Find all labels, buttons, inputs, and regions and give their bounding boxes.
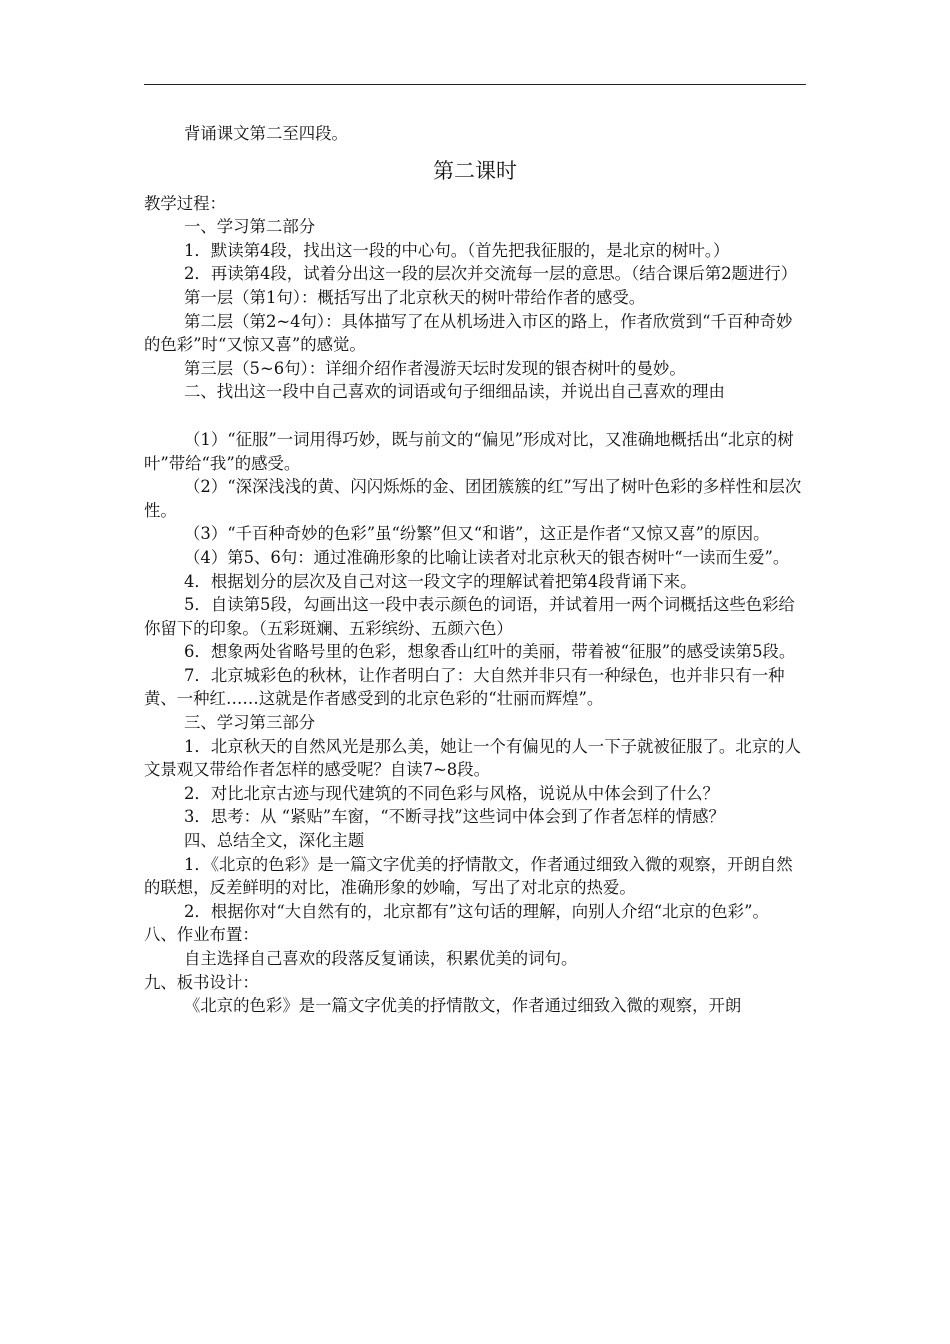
blank-line [144, 404, 806, 428]
paragraph: 2．再读第4段，试着分出这一段的层次并交流每一层的意思。（结合课后第2题进行） [184, 264, 798, 284]
paragraph: 1．默读第4段，找出这一段的中心句。（首先把我征服的，是北京的树叶。） [184, 240, 730, 260]
paragraph: （3）“千百种奇妙的色彩”虽“纷繁”但又“和谐”，这正是作者“又惊又喜”的原因。 [184, 524, 770, 544]
paragraph: 二、找出这一段中自己喜欢的词语或句子细细品读，并说出自己喜欢的理由 [184, 382, 725, 402]
paragraph: 四、总结全文，深化主题 [184, 831, 365, 851]
paragraph: 1．《北京的色彩》是一篇文字优美的抒情散文，作者通过细致入微的观察，开朗自然的联想，反差鲜明的对比，准确形象的妙喻，写出了对北京的热爱。 [144, 854, 793, 898]
header-rule [144, 84, 806, 85]
paragraph: 第三层（5~6句）：详细介绍作者漫游天坛时发现的银杏树叶的曼妙。 [184, 358, 686, 378]
paragraph: 一、学习第二部分 [184, 217, 316, 237]
paragraph: 三、学习第三部分 [184, 713, 316, 733]
document-body [144, 122, 806, 1018]
paragraph: （1）“征服”一词用得巧妙，既与前文的“偏见”形成对比，又准确地概括出“北京的树叶”带给“我”的感受。 [144, 429, 794, 473]
paragraph: （4）第5、6句：通过准确形象的比喻让读者对北京秋天的银杏树叶“一读而生爱”。 [184, 547, 790, 567]
paragraph: 2．根据你对“大自然有的，北京都有”这句话的理解，向别人介绍“北京的色彩”。 [184, 901, 769, 921]
paragraph: 八、作业布置： [144, 925, 259, 945]
paragraph: 7．北京城彩色的秋林，让作者明白了：大自然并非只有一种绿色，也并非只有一种黄、一种红……这就是作者感受到的北京色彩的“壮丽而辉煌”。 [144, 665, 785, 709]
paragraph: 第一层（第1句）：概括写出了北京秋天的树叶带给作者的感受。 [184, 287, 646, 307]
intro-line: 背诵课文第二至四段。 [184, 124, 348, 143]
paragraph: 教学过程： [144, 193, 226, 213]
paragraph: 6．想象两处省略号里的色彩，想象香山红叶的美丽，带着被“征服”的感受读第5段。 [184, 642, 796, 662]
paragraph: 九、板书设计： [144, 972, 259, 992]
paragraph: （2）“深深浅浅的黄、闪闪烁烁的金、团团簇簇的红”写出了树叶色彩的多样性和层次性。 [144, 477, 802, 520]
section-title: 第二课时 [433, 158, 517, 183]
paragraph: 《北京的色彩》是一篇文字优美的抒情散文，作者通过细致入微的观察，开朗 [184, 996, 742, 1016]
paragraph: 第二层（第2~4句）：具体描写了在从机场进入市区的路上，作者欣赏到“千百种奇妙的色彩”时“又惊又喜”的感觉。 [144, 311, 793, 355]
paragraph: 2．对比北京古迹与现代建筑的不同色彩与风格，说说从中体会到了什么？ [184, 783, 719, 803]
paragraph: 1．北京秋天的自然风光是那么美，她让一个有偏见的人一下子就被征服了。北京的人文景观又带给作者怎样的感受呢？自读7~8段。 [144, 736, 801, 780]
paragraph: 3．思考：从 “紧贴”车窗，“不断寻找”这些词中体会到了作者怎样的情感？ [184, 807, 725, 827]
paragraph-list [144, 192, 806, 1018]
paragraph: 自主选择自己喜欢的段落反复诵读，积累优美的词句。 [184, 949, 578, 968]
paragraph: 4．根据划分的层次及自己对这一段文字的理解试着把第4段背诵下来。 [184, 571, 697, 591]
paragraph: 5．自读第5段，勾画出这一段中表示颜色的词语，并试着用一两个词概括这些色彩给你留下的印象。（五彩斑斓、五彩缤纷、五颜六色） [144, 595, 795, 638]
